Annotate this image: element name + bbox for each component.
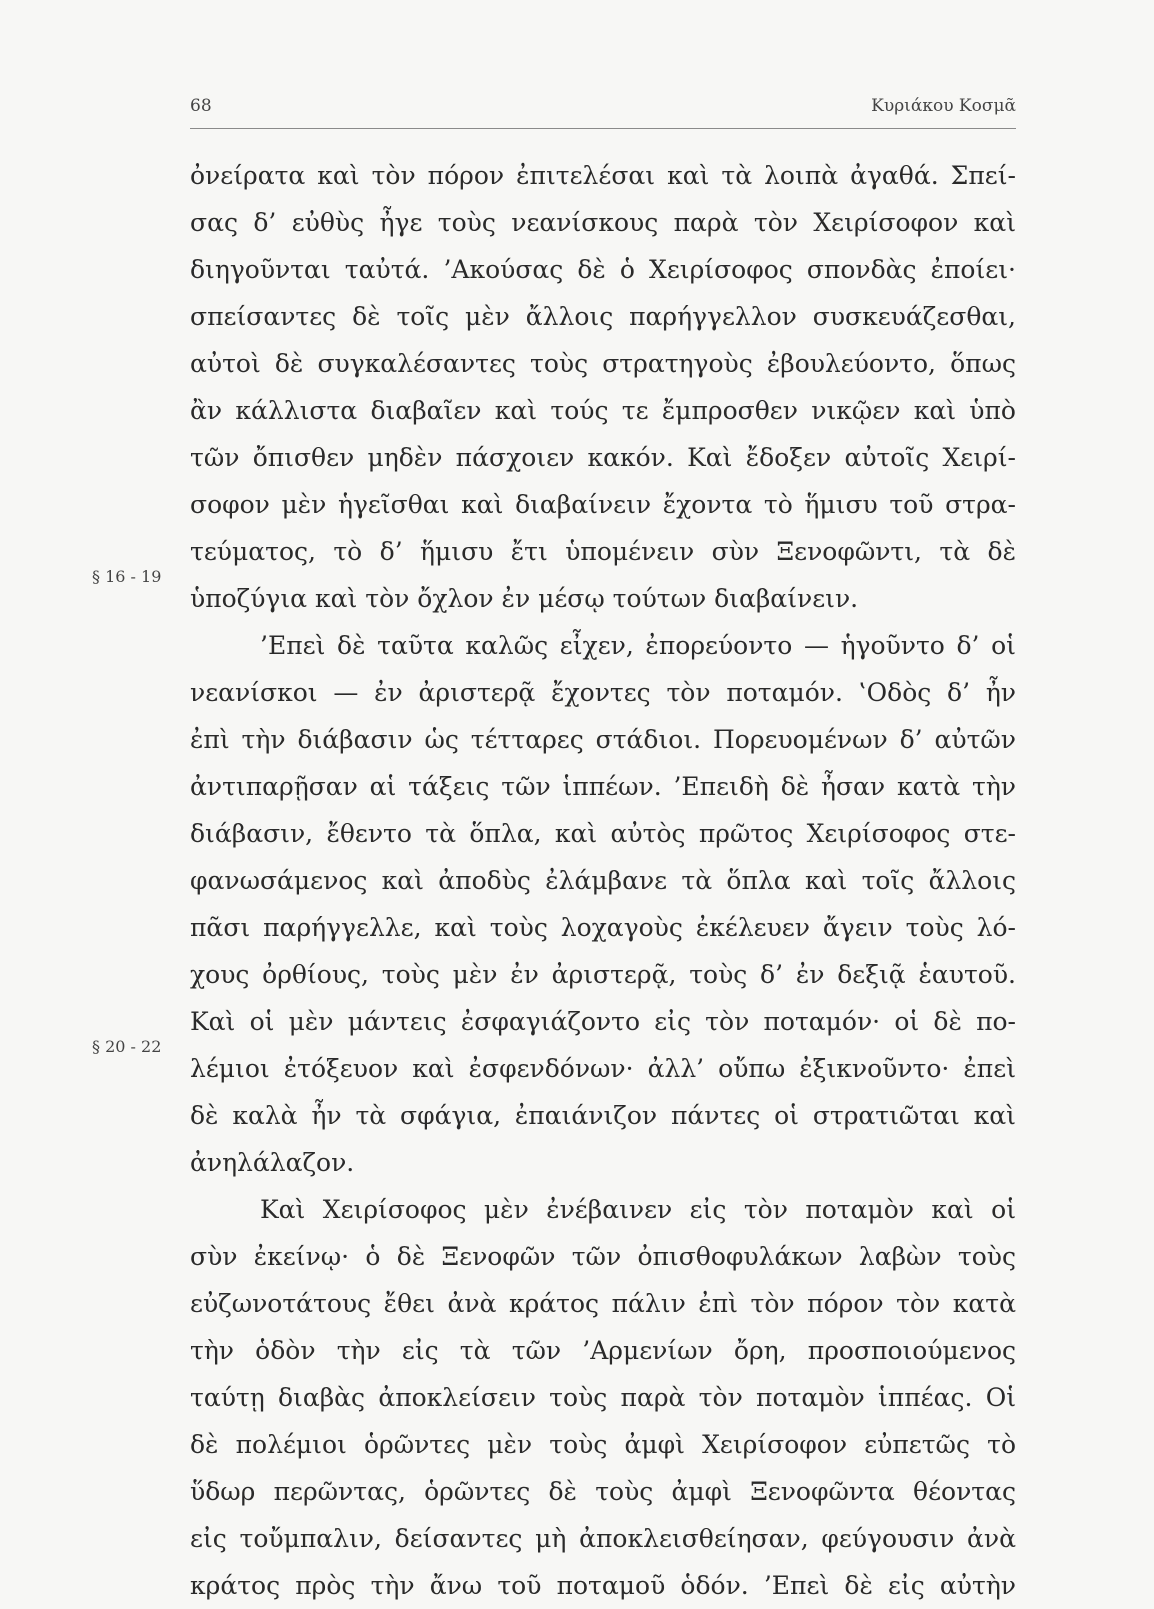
- text-line: ἂν κάλλιστα διαβαῖεν καὶ τούς τε ἔμπροσθεν νικῷεν καὶ ὑπὸ: [190, 396, 1016, 425]
- text-line: σοφον μὲν ἡγεῖσθαι καὶ διαβαίνειν ἔχοντα τὸ ἥμισυ τοῦ στρα-: [190, 490, 1016, 519]
- text-line: εὐζωνοτάτους ἔθει ἀνὰ κράτος πάλιν ἐπὶ τὸν πόρον τὸν κατὰ: [190, 1289, 1016, 1318]
- text-line: δὲ πολέμιοι ὁρῶντες μὲν τοὺς ἀμφὶ Χειρίσοφον εὐπετῶς τὸ: [190, 1430, 1016, 1459]
- running-head: Κυριάκου Κοσμᾶ: [871, 96, 1016, 116]
- text-line: τὴν ὁδὸν τὴν εἰς τὰ τῶν ’Αρμενίων ὄρη, προσποιούμενος: [190, 1336, 1016, 1365]
- text-line: νεανίσκοι — ἐν ἀριστερᾷ ἔχοντες τὸν ποταμόν. ‛Οδὸς δ’ ἦν: [190, 678, 1016, 707]
- text-line: χους ὀρθίους, τοὺς μὲν ἐν ἀριστερᾷ, τοὺς δ’ ἐν δεξιᾷ ἑαυτοῦ.: [190, 960, 1016, 989]
- section-marker: § 16 - 19: [92, 567, 162, 586]
- paragraph-start-line: ’Επεὶ δὲ ταῦτα καλῶς εἶχεν, ἐπορεύοντο — ἡγοῦντο δ’ οἱ: [260, 631, 1016, 660]
- text-line: τῶν ὄπισθεν μηδὲν πάσχοιεν κακόν. Καὶ ἔδοξεν αὐτοῖς Χειρί-: [190, 443, 1016, 472]
- body-text: [190, 152, 1016, 1609]
- text-line: ἀντιπαρῇσαν αἱ τάξεις τῶν ἱππέων. ’Επειδὴ δὲ ἦσαν κατὰ τὴν: [190, 772, 1016, 801]
- text-line: σας δ’ εὐθὺς ἦγε τοὺς νεανίσκους παρὰ τὸν Χειρίσοφον καὶ: [190, 208, 1016, 237]
- page-header: [190, 88, 1016, 129]
- text-line: αὐτοὶ δὲ συγκαλέσαντες τοὺς στρατηγοὺς ἐβουλεύοντο, ὅπως: [190, 349, 1016, 378]
- text-line: σπείσαντες δὲ τοῖς μὲν ἄλλοις παρήγγελλον συσκευάζεσθαι,: [190, 302, 1016, 331]
- text-line: κράτος πρὸς τὴν ἄνω τοῦ ποταμοῦ ὁδόν. ’Επεὶ δὲ εἰς αὐτὴν: [190, 1571, 1016, 1600]
- text-line: τεύματος, τὸ δ’ ἥμισυ ἔτι ὑπομένειν σὺν Ξενοφῶντι, τὰ δὲ: [190, 537, 1016, 566]
- text-line: φανωσάμενος καὶ ἀποδὺς ἐλάμβανε τὰ ὅπλα καὶ τοῖς ἄλλοις: [190, 866, 1016, 895]
- text-line: δὲ καλὰ ἦν τὰ σφάγια, ἐπαιάνιζον πάντες οἱ στρατιῶται καὶ: [190, 1101, 1016, 1130]
- text-line: διάβασιν, ἔθεντο τὰ ὅπλα, καὶ αὐτὸς πρῶτος Χειρίσοφος στε-: [190, 819, 1016, 848]
- text-line: εἰς τοὔμπαλιν, δείσαντες μὴ ἀποκλεισθείησαν, φεύγουσιν ἀνὰ: [190, 1524, 1016, 1553]
- text-line: διηγοῦνται ταὐτά. ’Ακούσας δὲ ὁ Χειρίσοφος σπονδὰς ἐποίει·: [190, 255, 1016, 284]
- text-line: Καὶ οἱ μὲν μάντεις ἐσφαγιάζοντο εἰς τὸν ποταμόν· οἱ δὲ πο-: [190, 1007, 1016, 1036]
- section-marker: § 20 - 22: [92, 1037, 162, 1056]
- text-line: ὕδωρ περῶντας, ὁρῶντες δὲ τοὺς ἀμφὶ Ξενοφῶντα θέοντας: [190, 1477, 1016, 1506]
- text-line: πᾶσι παρήγγελλε, καὶ τοὺς λοχαγοὺς ἐκέλευεν ἄγειν τοὺς λό-: [190, 913, 1016, 942]
- text-line: ἀνηλάλαζον.: [190, 1148, 355, 1177]
- text-line: ὑποζύγια καὶ τὸν ὄχλον ἐν μέσῳ τούτων διαβαίνειν.: [190, 584, 859, 613]
- text-line: ὀνείρατα καὶ τὸν πόρον ἐπιτελέσαι καὶ τὰ λοιπὰ ἀγαθά. Σπεί-: [190, 161, 1016, 190]
- paragraph-start-line: Καὶ Χειρίσοφος μὲν ἐνέβαινεν εἰς τὸν ποταμὸν καὶ οἱ: [260, 1195, 1016, 1224]
- text-line: λέμιοι ἐτόξευον καὶ ἐσφενδόνων· ἀλλ’ οὔπω ἐξικνοῦντο· ἐπεὶ: [190, 1054, 1016, 1083]
- text-line: σὺν ἐκείνῳ· ὁ δὲ Ξενοφῶν τῶν ὀπισθοφυλάκων λαβὼν τοὺς: [190, 1242, 1016, 1271]
- text-line: ταύτῃ διαβὰς ἀποκλείσειν τοὺς παρὰ τὸν ποταμὸν ἱππέας. Οἱ: [190, 1383, 1016, 1412]
- text-line: ἐπὶ τὴν διάβασιν ὡς τέτταρες στάδιοι. Πορευομένων δ’ αὐτῶν: [190, 725, 1016, 754]
- page-number: 68: [190, 96, 212, 116]
